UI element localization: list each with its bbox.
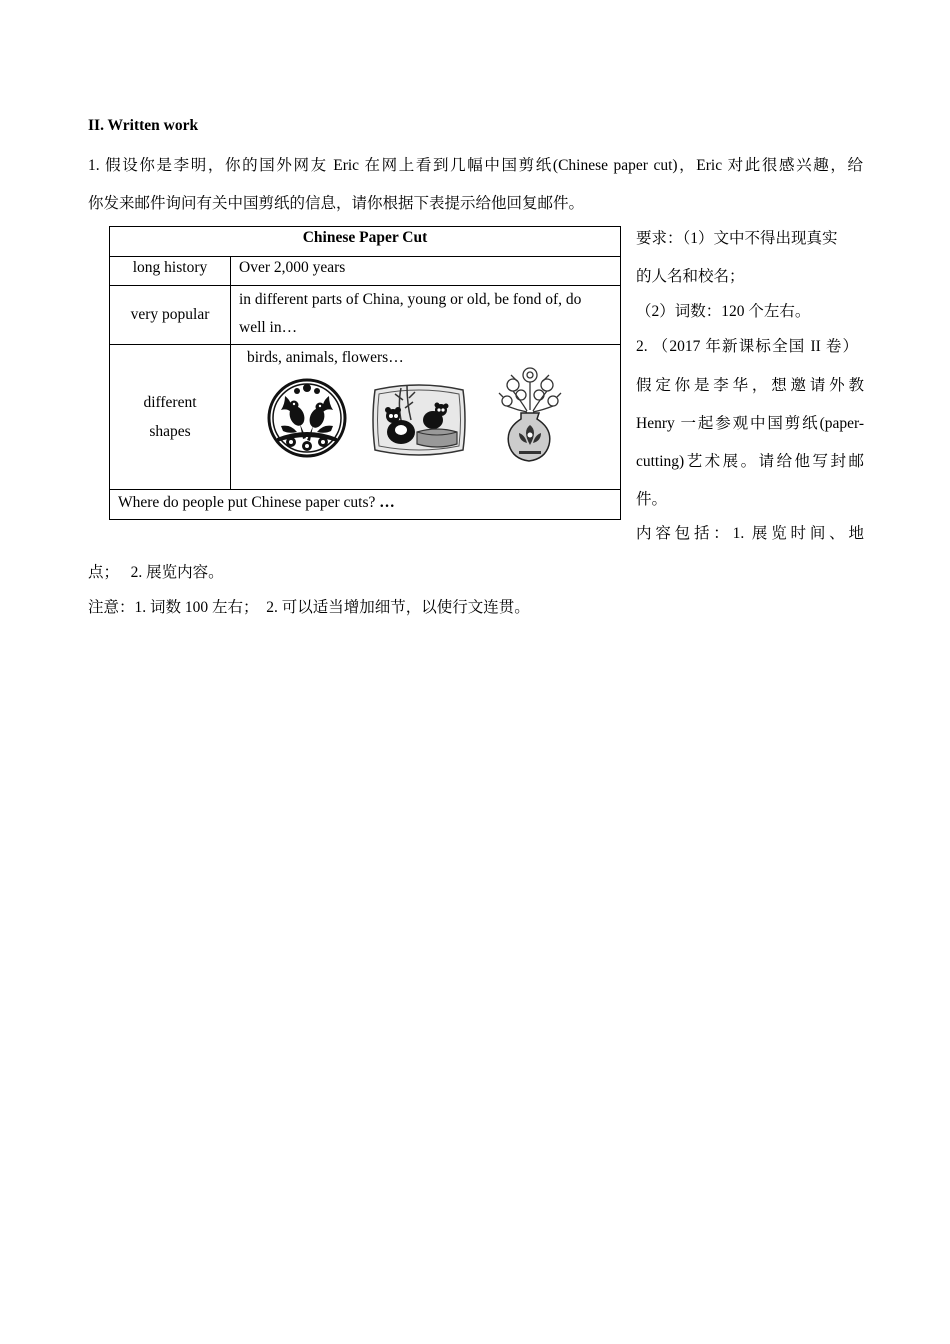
- row-content-line: in different parts of China, young or old, be fond of, do: [239, 291, 582, 308]
- table-footer-row: [110, 490, 621, 520]
- table-row: [110, 345, 621, 490]
- round-birds-paper-cut-icon: [267, 376, 349, 464]
- row-content: [231, 286, 621, 345]
- row-label: very popular: [110, 286, 231, 345]
- section-heading: II. Written work: [88, 117, 199, 134]
- requirements-line: （2）词数：120 个左右。: [636, 303, 811, 320]
- row-label-line: different: [143, 394, 197, 411]
- table-row: [110, 286, 621, 345]
- task1-line1: 1. 假设你是李明，你的国外网友 Eric 在网上看到几幅中国剪纸(Chinese paper cut)，Eric 对此很感兴趣，给: [88, 157, 863, 174]
- table-title-row: [110, 227, 621, 257]
- row-label-line: shapes: [149, 423, 191, 440]
- task2-note: 注意：1. 词数 100 左右； 2. 可以适当增加细节，以使行文连贯。: [88, 599, 530, 616]
- row-label: [110, 345, 231, 490]
- panda-paper-cut-icon: [371, 380, 467, 460]
- table-footer: [110, 490, 621, 520]
- task2-line: 点； 2. 展览内容。: [88, 564, 224, 581]
- task2-line: 内容包括：1. 展览时间、地: [636, 525, 864, 542]
- task2-line: 件。: [636, 491, 668, 508]
- paper-cut-table: [109, 226, 621, 520]
- row-label: long history: [110, 257, 231, 286]
- task2-line: 2. （2017 年新课标全国 II 卷）: [636, 338, 858, 355]
- table-title: Chinese Paper Cut: [110, 227, 621, 257]
- footer-ellipsis: …: [379, 494, 395, 511]
- row-content: [231, 345, 621, 490]
- footer-question: Where do people put Chinese paper cuts?: [118, 494, 376, 511]
- table-row: [110, 257, 621, 286]
- row-content: Over 2,000 years: [231, 257, 621, 286]
- row-content-line: well in…: [239, 319, 298, 336]
- task2-line: Henry 一起参观中国剪纸(paper-: [636, 415, 864, 432]
- task1-line2: 你发来邮件询问有关中国剪纸的信息，请你根据下表提示给他回复邮件。: [88, 195, 585, 212]
- paper-cut-images: [247, 375, 620, 465]
- task2-line: cutting)艺术展。请给他写封邮: [636, 453, 864, 470]
- row-content-line: birds, animals, flowers…: [247, 349, 404, 366]
- requirements-line: 要求：（1）文中不得出现真实: [636, 230, 838, 247]
- flower-vase-paper-cut-icon: [495, 361, 565, 465]
- requirements-line: 的人名和校名；: [636, 268, 745, 285]
- task2-line: 假定你是李华，想邀请外教: [636, 377, 864, 394]
